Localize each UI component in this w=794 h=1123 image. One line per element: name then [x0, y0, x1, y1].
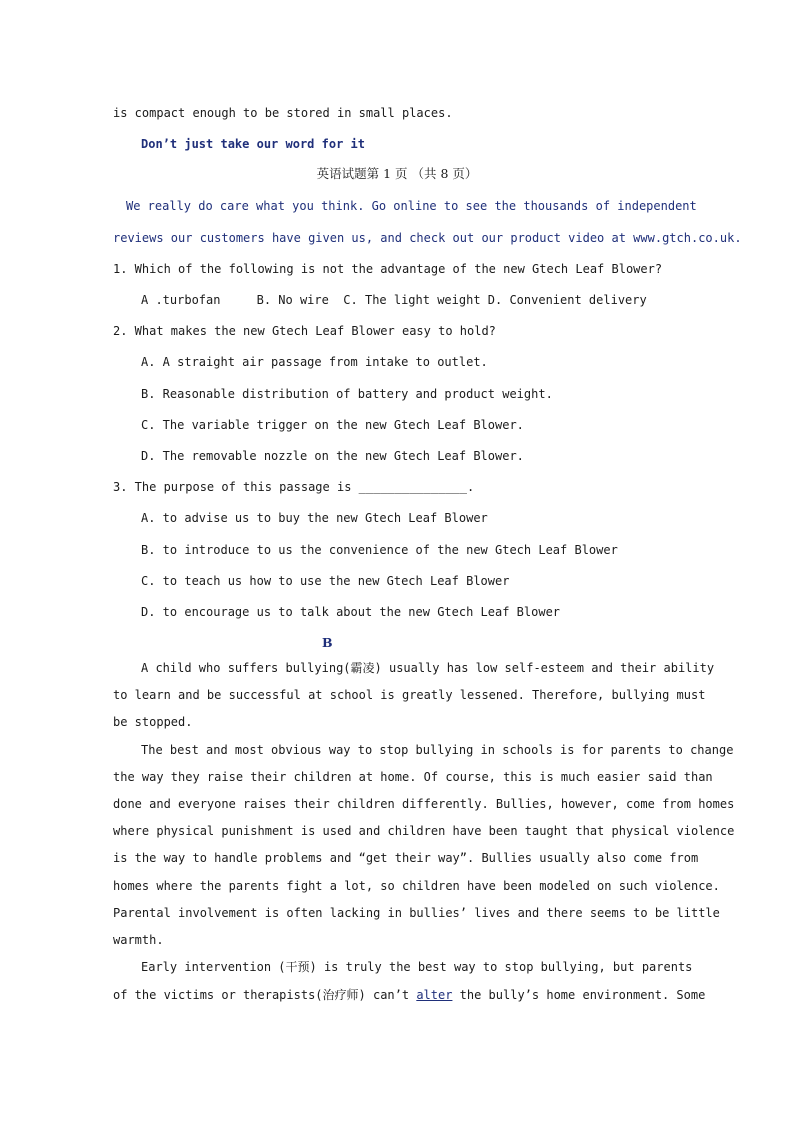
question-2-stem: 2. What makes the new Gtech Leaf Blower easy to hold? [113, 324, 496, 338]
question-2-option-b: B. Reasonable distribution of battery and product weight. [141, 387, 553, 401]
question-3-option-d: D. to encourage us to talk about the new Gtech Leaf Blower [141, 605, 561, 619]
p2-line-2: the way they raise their children at home. Of course, this is much easier said than [113, 770, 713, 784]
subheading: Don’t just take our word for it [141, 137, 365, 151]
page-footer: 英语试题第 1 页 （共 8 页） [316, 166, 478, 181]
p2-line-6: homes where the parents fight a lot, so children have been modeled on such violence. [113, 879, 720, 893]
reviews-line-2: reviews our customers have given us, and check out our product video at www.gtch.co.uk. [113, 231, 742, 245]
intro-end-line: is compact enough to be stored in small places. [113, 106, 453, 120]
question-1-stem: 1. Which of the following is not the advantage of the new Gtech Leaf Blower? [113, 262, 663, 276]
p2-line-8: warmth. [113, 933, 164, 947]
question-2-option-a: A. A straight air passage from intake to outlet. [141, 355, 488, 369]
p2-line-1: The best and most obvious way to stop bullying in schools is for parents to change [141, 743, 734, 757]
question-3-option-c: C. to teach us how to use the new Gtech Leaf Blower [141, 574, 510, 588]
underlined-word-alter: alter [416, 988, 453, 1002]
p1-line-3: be stopped. [113, 715, 193, 729]
p2-line-4: where physical punishment is used and children have been taught that physical violence [113, 824, 735, 838]
p3-line-1: Early intervention (干预) is truly the best way to stop bullying, but parents [141, 960, 693, 974]
question-1-options: A .turbofan B. No wire C. The light weight D. Convenient delivery [141, 293, 647, 307]
p2-line-5: is the way to handle problems and “get their way”. Bullies usually also come from [113, 851, 699, 865]
section-b-heading: B [322, 635, 333, 650]
question-3-stem: 3. The purpose of this passage is _______________. [113, 480, 475, 494]
p3-line-2-after: the bully’s home environment. Some [452, 988, 706, 1002]
p2-line-3: done and everyone raises their children differently. Bullies, however, come from homes [113, 797, 735, 811]
question-3-option-a: A. to advise us to buy the new Gtech Leaf Blower [141, 511, 488, 525]
p3-line-2 [113, 987, 706, 1003]
p2-line-7: Parental involvement is often lacking in bullies’ lives and there seems to be little [113, 906, 720, 920]
question-2-option-d: D. The removable nozzle on the new Gtech Leaf Blower. [141, 449, 524, 463]
question-2-option-c: C. The variable trigger on the new Gtech Leaf Blower. [141, 418, 524, 432]
question-3-option-b: B. to introduce to us the convenience of the new Gtech Leaf Blower [141, 543, 618, 557]
reviews-line-1: We really do care what you think. Go online to see the thousands of independent [126, 199, 697, 213]
p3-line-2-before: of the victims or therapists(治疗师) can’t [113, 988, 417, 1002]
p1-line-1: A child who suffers bullying(霸凌) usually has low self-esteem and their ability [141, 661, 715, 675]
p1-line-2: to learn and be successful at school is greatly lessened. Therefore, bullying must [113, 688, 706, 702]
